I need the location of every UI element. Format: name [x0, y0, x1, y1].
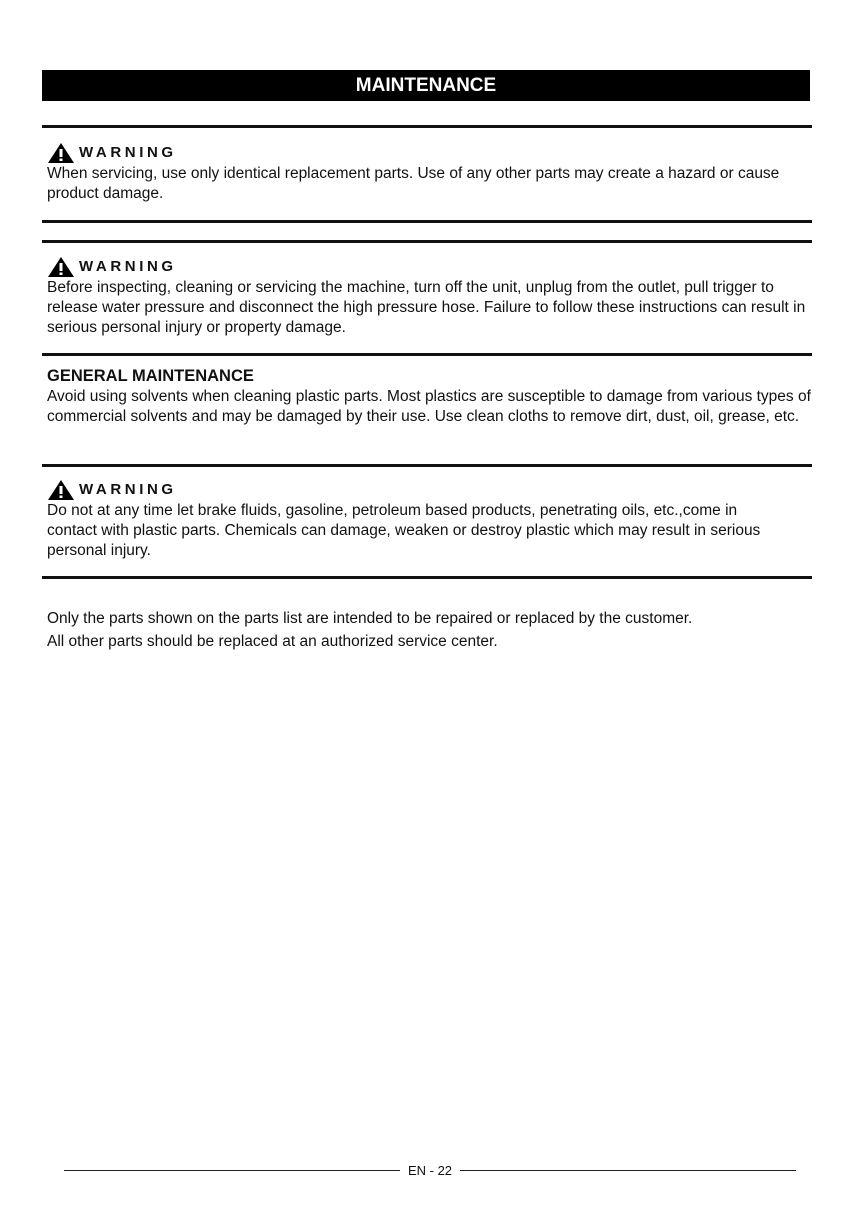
note-line: Only the parts shown on the parts list are intended to be repaired or replaced by the customer.	[47, 610, 693, 627]
divider	[42, 125, 812, 128]
footer-rule	[64, 1170, 400, 1172]
divider	[42, 220, 812, 223]
divider	[42, 353, 812, 356]
footer-rule	[460, 1170, 796, 1172]
warning-text: Do not at any time let brake fluids, gasoline, petroleum based products, penetrating oils, etc.,come in contact with plastic parts. Chemicals can damage, weaken or destroy plastic which may result in serious personal injury.	[47, 502, 761, 559]
warning-text: When servicing, use only identical replacement parts. Use of any other parts may create a hazard or cause product damage.	[47, 165, 780, 202]
warning-label: WARNING	[79, 481, 177, 498]
warning-block-3	[47, 479, 812, 560]
warning-block-2	[47, 256, 812, 337]
note-line: All other parts should be replaced at an authorized service center.	[47, 633, 498, 650]
warning-triangle-icon	[47, 142, 75, 164]
section-text: Avoid using solvents when cleaning plastic parts. Most plastics are susceptible to damage from various types of commercial solvents and may be damaged by their use. Use clean cloths to remove dirt, dust, oil, grease, etc.	[47, 388, 811, 425]
warning-label: WARNING	[79, 144, 177, 161]
divider	[42, 240, 812, 243]
general-maintenance-section	[47, 365, 812, 427]
section-heading: GENERAL MAINTENANCE	[47, 367, 254, 385]
divider	[42, 576, 812, 579]
warning-block-1	[47, 142, 812, 204]
page-footer	[64, 1163, 796, 1178]
parts-note	[47, 607, 812, 653]
divider	[42, 464, 812, 467]
warning-text: Before inspecting, cleaning or servicing the machine, turn off the unit, unplug from the outlet, pull trigger to release water pressure and disconnect the high pressure hose. Failure to follow these instructions can result in serious personal injury or property damage.	[47, 279, 806, 336]
warning-triangle-icon	[47, 256, 75, 278]
page-number: EN - 22	[407, 1163, 453, 1178]
section-title-bar: MAINTENANCE	[42, 70, 810, 101]
warning-label: WARNING	[79, 258, 177, 275]
warning-triangle-icon	[47, 479, 75, 501]
